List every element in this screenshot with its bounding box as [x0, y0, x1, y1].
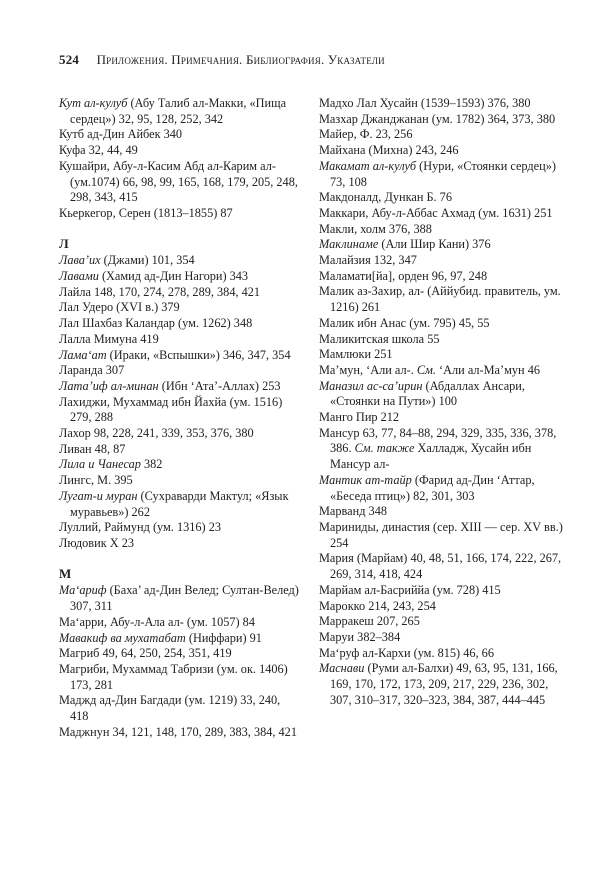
entry-text: Ларанда 307	[59, 363, 125, 378]
entry-text: Мамлюки 251	[319, 347, 393, 362]
entry-text: Маджд ад-Дин Багдади (ум. 1219) 33, 240, 418	[59, 693, 281, 724]
entry-title: Лавами	[59, 269, 99, 284]
entry-title: Маназил ас-са’ирин	[319, 378, 423, 393]
entry-text-after: Халладж, Хусайн ибн Мансур ал-	[330, 441, 532, 472]
entry-title: Лата’иф ал-минан	[59, 378, 159, 393]
entry-text: Магриби, Мухаммад Табризи (ум. ок. 1406) 173, 281	[59, 661, 288, 692]
index-entry	[319, 646, 563, 662]
entries-m	[59, 583, 299, 740]
entry-text: Кушайри, Абу-л-Касим Абд ал-Карим ал- (ум.1074) 66, 98, 99, 165, 168, 179, 205, 248, 298, 343, 415	[59, 158, 298, 205]
entry-text: Майер, Ф. 23, 256	[319, 127, 413, 142]
entry-text: Малик аз-Захир, ал- (Аййубид. правитель, ум. 1216) 261	[319, 284, 561, 315]
letter-heading-m: М	[59, 565, 72, 581]
index-entry	[59, 631, 299, 647]
index-entry	[319, 410, 563, 426]
entry-title: Лугат-и муран	[59, 488, 138, 503]
entry-title: Маклинаме	[319, 237, 379, 252]
entry-text: Мариниды, династия (сер. XIII — сер. XV вв.) 254	[319, 519, 563, 550]
entry-title: Лама‘ат	[59, 347, 107, 362]
index-entry	[319, 473, 563, 504]
entry-title: Макамат ал-кулуб	[319, 158, 417, 173]
entry-text: Майхана (Михна) 243, 246	[319, 143, 459, 158]
index-entry	[59, 96, 299, 127]
entry-text: (Хамид ад-Дин Нагори) 343	[98, 269, 249, 284]
index-entry	[319, 332, 563, 348]
entry-text: Людовик Х 23	[59, 535, 134, 550]
index-entry	[59, 379, 299, 395]
index-entry	[319, 316, 563, 332]
entries-m-continued	[319, 96, 563, 708]
entry-text-after: ‘Али ал-Ма’мун 46	[435, 362, 540, 377]
index-entry	[319, 127, 563, 143]
see-reference: См.	[416, 362, 436, 377]
index-entry	[319, 222, 563, 238]
index-entry	[319, 159, 563, 190]
entry-text: Лахиджи, Мухаммад ибн Йахйа (ум. 1516) 279, 288	[59, 394, 283, 425]
entry-text: Ма’мун, ‘Али ал-.	[319, 362, 417, 377]
index-entry	[59, 269, 299, 285]
index-entry	[59, 253, 299, 269]
entries-k	[59, 96, 299, 222]
index-entry	[319, 614, 563, 630]
entry-text: (Ираки, «Вспышки») 346, 347, 354	[106, 347, 291, 362]
entry-text: Марванд 348	[319, 504, 387, 519]
index-entry	[319, 284, 563, 315]
index-entry	[319, 112, 563, 128]
index-entry	[59, 363, 299, 379]
entry-text: Луллий, Раймунд (ум. 1316) 23	[59, 520, 222, 535]
running-title: Приложения. Примечания. Библиография. Указатели	[96, 52, 385, 67]
index-entry	[319, 237, 563, 253]
index-entry	[319, 520, 563, 551]
index-entry	[319, 96, 563, 112]
entry-text: Малайзия 132, 347	[319, 253, 417, 268]
entry-text: (Фарид ад-Дин ‘Аттар, «Беседа птиц») 82, 301, 303	[330, 472, 535, 503]
entry-text: Маккари, Абу-л-Аббас Ахмад (ум. 1631) 251	[319, 205, 553, 220]
index-entry	[59, 520, 299, 536]
left-column	[59, 96, 299, 740]
entry-title: Мантик ат-тайр	[319, 472, 412, 487]
entry-text: Магриб 49, 64, 250, 254, 351, 419	[59, 646, 232, 661]
entry-text: Мансур 63, 77, 84–88, 294, 329, 335, 336, 378, 386.	[319, 425, 557, 456]
entry-text: Мадхо Лал Хусайн (1539–1593) 376, 380	[319, 96, 531, 110]
entry-text: (Ниффари) 91	[185, 630, 262, 645]
entry-title: Кут ал-кулуб	[59, 96, 128, 110]
entry-text: Лахор 98, 228, 241, 339, 353, 376, 380	[59, 426, 254, 441]
index-entry	[59, 426, 299, 442]
index-entry	[59, 489, 299, 520]
index-entry	[319, 599, 563, 615]
entry-text: Лингс, М. 395	[59, 473, 133, 488]
index-entry	[59, 662, 299, 693]
entry-text: Куфа 32, 44, 49	[59, 143, 138, 158]
index-entry	[59, 332, 299, 348]
index-entry	[59, 457, 299, 473]
index-entry	[59, 348, 299, 364]
entry-text: Лал Шахбаз Каландар (ум. 1262) 348	[59, 316, 253, 331]
index-entry	[319, 504, 563, 520]
index-entry	[319, 363, 563, 379]
index-entry	[319, 253, 563, 269]
index-entry	[59, 536, 299, 552]
entry-text: Манго Пир 212	[319, 410, 400, 425]
entry-text: (Ибн ‘Ата’-Аллах) 253	[158, 378, 281, 393]
entry-text: (Али Шир Кани) 376	[378, 237, 491, 252]
index-entry	[59, 646, 299, 662]
index-entry	[319, 630, 563, 646]
index-entry	[59, 159, 299, 206]
entries-l	[59, 253, 299, 551]
entry-text: (Руми ал-Балхи) 49, 63, 95, 131, 166, 169, 170, 172, 173, 209, 217, 229, 236, 302, 307, 310–317, 320–323, 384, 387, 444–445	[330, 661, 558, 707]
entry-text: Марракеш 207, 265	[319, 614, 420, 629]
index-entry	[319, 551, 563, 582]
entry-text: Маджнун 34, 121, 148, 170, 289, 383, 384, 421	[59, 724, 297, 739]
index-entry	[319, 583, 563, 599]
index-entry	[319, 426, 563, 473]
entry-text: Мазхар Джанджанан (ум. 1782) 364, 373, 380	[319, 111, 556, 126]
entry-text: Ма‘арри, Абу-л-Ала ал- (ум. 1057) 84	[59, 614, 255, 629]
index-entry	[59, 300, 299, 316]
index-entry	[59, 285, 299, 301]
entry-title: Маснави	[319, 661, 365, 676]
see-reference: См. также	[354, 441, 415, 456]
index-entry	[319, 206, 563, 222]
index-entry	[319, 143, 563, 159]
index-entry	[59, 316, 299, 332]
entry-text: (Джами) 101, 354	[100, 253, 195, 268]
entry-text: (Нури, «Стоянки сердец») 73, 108	[330, 158, 556, 189]
entry-text: Маруи 382–384	[319, 629, 401, 644]
index-entry	[319, 347, 563, 363]
index-entry	[59, 442, 299, 458]
entry-text: Лалла Мимуна 419	[59, 331, 159, 346]
entry-text: Макли, холм 376, 388	[319, 221, 432, 236]
entry-text: 382	[140, 457, 163, 472]
entry-text: Ма‘руф ал-Кархи (ум. 815) 46, 66	[319, 645, 494, 660]
entry-text: (Сухраварди Мактул; «Язык муравьев») 262	[70, 488, 289, 519]
index-entry	[59, 395, 299, 426]
index-entry	[319, 269, 563, 285]
index-entry	[59, 693, 299, 724]
entry-text: Макдоналд, Дункан Б. 76	[319, 190, 452, 205]
entry-text: Маликитская школа 55	[319, 331, 440, 346]
entry-title: Мавакиф ва мухатабат	[59, 630, 186, 645]
right-column	[319, 96, 563, 708]
entry-text: Малик ибн Анас (ум. 795) 45, 55	[319, 315, 490, 330]
entry-text: Лайла 148, 170, 274, 278, 289, 384, 421	[59, 284, 261, 299]
index-entry	[319, 379, 563, 410]
page-number: 524	[59, 52, 80, 67]
index-entry	[59, 615, 299, 631]
entry-text: Кьеркегор, Серен (1813–1855) 87	[59, 205, 233, 220]
entry-title: Лава’их	[59, 253, 101, 268]
index-entry	[59, 725, 299, 741]
letter-heading-l: Л	[59, 235, 69, 251]
entry-text: (Баха’ ад-Дин Велед; Султан-Велед) 307, 311	[70, 583, 299, 614]
entry-text: Лал Удеро (XVI в.) 379	[59, 300, 180, 315]
page-header	[59, 52, 560, 68]
index-entry	[319, 190, 563, 206]
index-entry	[319, 661, 563, 708]
entry-title: Ма‘ариф	[59, 583, 107, 598]
entry-text: (Абдаллах Ансари, «Стоянки на Пути») 100	[330, 378, 525, 409]
index-entry	[59, 143, 299, 159]
index-entry	[59, 127, 299, 143]
index-entry	[59, 473, 299, 489]
entry-text: Ливан 48, 87	[59, 441, 126, 456]
entry-title: Лила и Чанесар	[59, 457, 141, 472]
entry-text: Марйам ал-Басриййа (ум. 728) 415	[319, 582, 501, 597]
entry-text: Мария (Марйам) 40, 48, 51, 166, 174, 222, 267, 269, 314, 418, 424	[319, 551, 562, 582]
entry-text: Марокко 214, 243, 254	[319, 598, 436, 613]
index-entry	[59, 583, 299, 614]
entry-text: Кутб ад-Дин Айбек 340	[59, 127, 183, 142]
index-entry	[59, 206, 299, 222]
entry-text: Маламати[йа], орден 96, 97, 248	[319, 268, 488, 283]
entry-text: (Абу Талиб ал-Макки, «Пища сердец») 32, 95, 128, 252, 342	[70, 96, 287, 126]
